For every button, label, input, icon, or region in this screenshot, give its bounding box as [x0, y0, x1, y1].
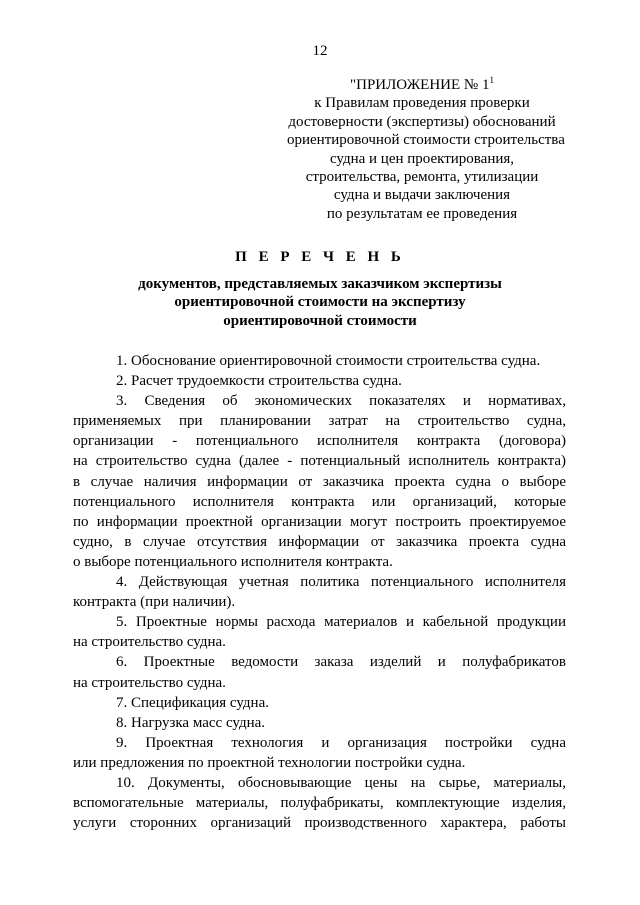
subtitle-line: ориентировочной стоимости [223, 312, 417, 329]
appendix-line: строительства, ремонта, утилизации [305, 169, 539, 186]
list-item-line: в случае наличия информации от заказчика проекта судна о выборе [73, 473, 566, 490]
appendix-title-text: "ПРИЛОЖЕНИЕ № 1 [349, 77, 490, 93]
list-item-line: 5. Проектные нормы расхода материалов и кабельной продукции [116, 614, 566, 631]
appendix-line: судна и цен проектирования, [329, 150, 515, 167]
list-item-line: на строительство судна. [73, 674, 226, 691]
list-item-line: применяемых при планировании затрат на строительство судна, [73, 413, 566, 430]
subtitle-line: ориентировочной стоимости на экспертизу [174, 294, 466, 311]
appendix-line: к Правилам проведения проверки [314, 95, 530, 112]
list-item [73, 391, 566, 572]
list-item-line: 7. Спецификация судна. [116, 694, 269, 711]
document-list [73, 351, 566, 833]
appendix-header [287, 75, 565, 223]
appendix-line: судна и выдачи заключения [333, 187, 511, 204]
list-item [73, 371, 566, 391]
list-item-line: 6. Проектные ведомости заказа изделий и полуфабрикатов [116, 654, 566, 671]
subtitle-line: документов, представляемых заказчиком экспертизы [138, 276, 502, 292]
list-item [73, 733, 566, 773]
list-item [73, 693, 566, 713]
list-item-line: судно, в случае отсутствия информации от заказчика проекта судна [73, 533, 566, 550]
appendix-title-superscript: 1 [489, 75, 494, 85]
list-item [73, 612, 566, 652]
list-item [73, 652, 566, 692]
list-item-line: 1. Обоснование ориентировочной стоимости строительства судна. [116, 353, 541, 369]
list-item-line: 2. Расчет трудоемкости строительства судна. [116, 373, 402, 390]
list-item [73, 713, 566, 733]
list-item-line: услуги сторонних организаций производственного характера, работы [73, 815, 566, 832]
list-item-line: 10. Документы, обосновывающие цены на сырье, материалы, [116, 774, 566, 791]
appendix-line: по результатам ее проведения [326, 205, 518, 222]
list-item-line: вспомогательные материалы, полуфабрикаты, комплектующие изделия, [73, 795, 566, 812]
list-item-line: или предложения по проектной технологии постройки судна. [73, 754, 466, 771]
list-item-line: о выборе потенциального исполнителя контракта. [73, 553, 393, 570]
list-item-line: на строительство судна (далее - потенциальный исполнитель контракта) [73, 453, 566, 470]
list-item [73, 351, 566, 371]
list-item-line: контракта (при наличии). [73, 594, 236, 611]
list-subtitle [0, 275, 640, 330]
list-item-line: 9. Проектная технология и организация постройки судна [116, 734, 566, 751]
list-item-line: потенциального исполнителя контракта или организаций, которые [73, 493, 566, 510]
list-item [73, 773, 566, 833]
page-number: 12 [312, 43, 328, 59]
list-item [73, 572, 566, 612]
list-item-line: 3. Сведения об экономических показателях и нормативах, [116, 393, 566, 410]
list-title: П Е Р Е Ч Е Н Ь [235, 249, 405, 265]
list-item-line: на строительство судна. [73, 634, 226, 651]
appendix-title [287, 76, 557, 94]
list-item-line: по информации проектной организации могут построить проектируемое [73, 513, 566, 530]
list-item-line: организации - потенциального исполнителя контракта (договора) [73, 433, 566, 450]
appendix-line: достоверности (экспертизы) обоснований [288, 113, 556, 130]
appendix-line: ориентировочной стоимости строительства [287, 132, 565, 149]
list-item-line: 8. Нагрузка масс судна. [116, 714, 266, 731]
list-item-line: 4. Действующая учетная политика потенциального исполнителя [116, 574, 566, 591]
